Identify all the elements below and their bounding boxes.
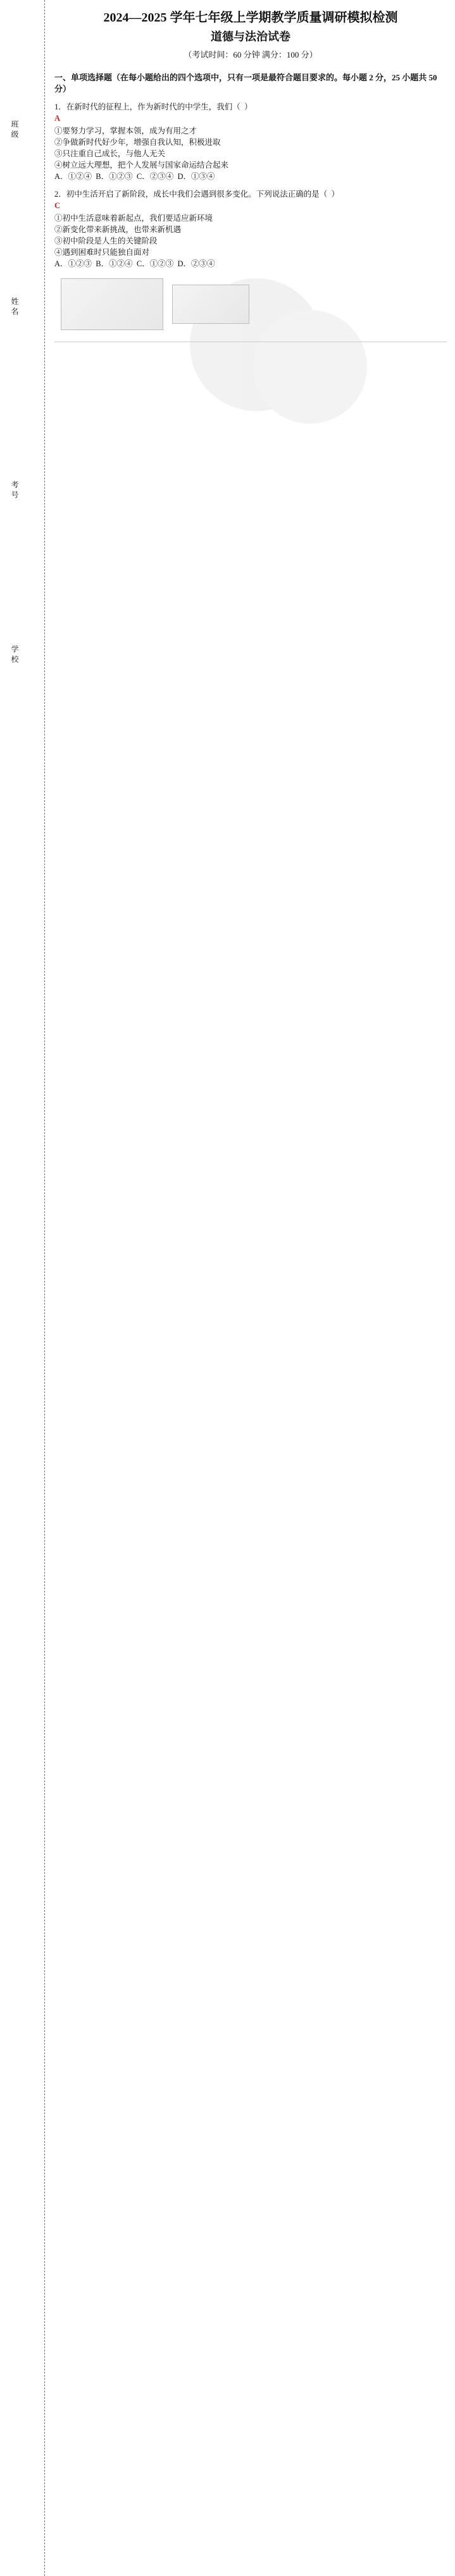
illustration-image — [172, 285, 249, 324]
question-answer: C — [54, 201, 61, 210]
section-title: 一、单项选择题（在每小题给出的四个选项中，只有一项是最符合题目要求的。每小题 2 分，25 小题共 50 分） — [54, 73, 437, 94]
exam-content — [54, 6, 447, 2568]
question-stem: 2．初中生活开启了新阶段，成长中我们会遇到很多变化。下列说法正确的是（ ） — [54, 190, 340, 199]
question-stem: 1．在新时代的征程上，作为新时代的中学生，我们（ ） — [54, 102, 252, 111]
question-options: ①要努力学习，掌握本领，成为有用之才 ②争做新时代好少年，增强自我认知，积极进取 ③只注重自己成长，与他人无关 ④树立远大理想，把个人发展与国家命运结合起来 A．①②④ B．①②③ C．②③④ D．①③④ — [54, 126, 229, 181]
exam-subtitle: 道德与法治试卷 — [211, 30, 290, 43]
question — [54, 101, 447, 182]
exam-title: 2024—2025 学年七年级上学期教学质量调研模拟检测 — [103, 11, 398, 25]
question-answer: A — [54, 114, 61, 123]
sidebar-field-exam-number: 考号 — [10, 481, 19, 501]
binding-line-sidebar — [0, 0, 45, 2576]
sidebar-field-name: 姓名 — [10, 297, 19, 317]
exam-meta: （考试时间：60 分钟 满分：100 分） — [184, 50, 318, 59]
exam-header — [54, 10, 447, 61]
question — [54, 188, 447, 269]
sidebar-field-school: 学校 — [10, 645, 19, 665]
illustration-row — [54, 278, 447, 330]
sidebar-field-class: 班级 — [10, 120, 19, 140]
illustration-image — [61, 278, 163, 330]
question-options: ①初中生活意味着新起点，我们要适应新环境 ②新变化带来新挑战，也带来新机遇 ③初中阶段是人生的关键阶段 ④遇到困难时只能独自面对 A．①②③ B．①②④ C．①②③ D．②③④ — [54, 214, 215, 268]
